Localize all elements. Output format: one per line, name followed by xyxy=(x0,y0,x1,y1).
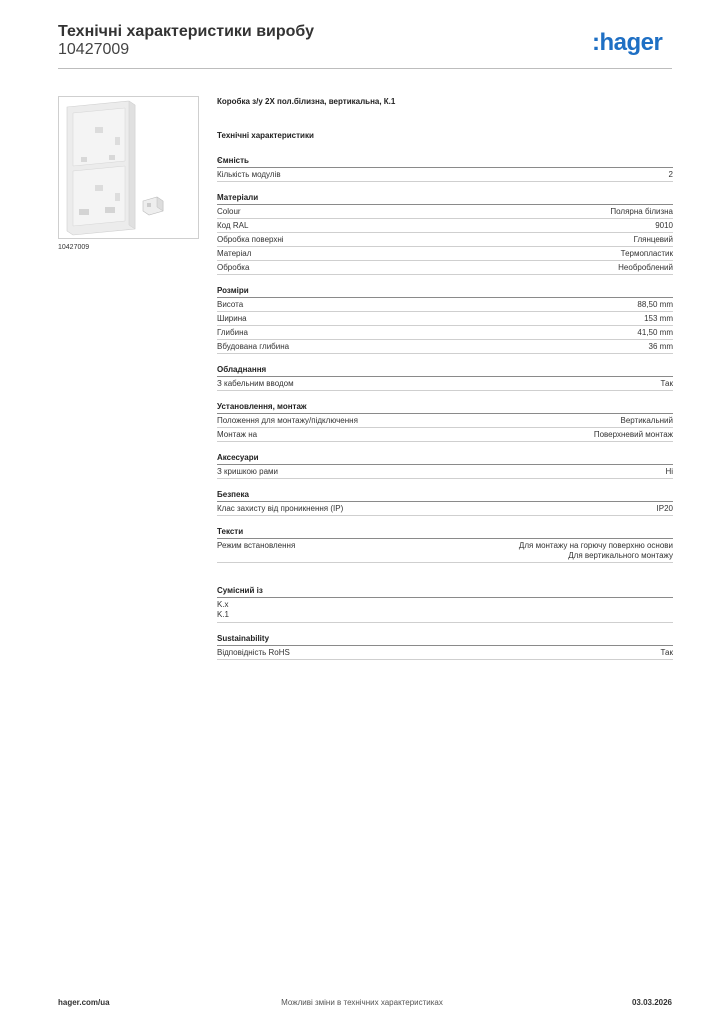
product-image-caption: 10427009 xyxy=(58,244,90,251)
footer-website-link[interactable]: hager.com/ua xyxy=(58,998,110,1007)
section-title: Сумісний із xyxy=(217,585,673,598)
spec-row xyxy=(217,539,673,563)
section-compatible xyxy=(217,585,673,623)
spec-value: IP20 xyxy=(656,504,673,513)
spec-row xyxy=(217,261,673,275)
spec-label: Colour xyxy=(217,207,241,216)
spec-row xyxy=(217,465,673,479)
footer-disclaimer: Можливі зміни в технічних характеристиках xyxy=(281,998,443,1007)
spec-row xyxy=(217,312,673,326)
section-title: Ємність xyxy=(217,155,673,168)
spec-row xyxy=(217,168,673,182)
section-title: Аксесуари xyxy=(217,452,673,465)
spec-value: 9010 xyxy=(655,221,673,230)
header-divider xyxy=(58,68,672,69)
spec-value: Так xyxy=(660,379,673,388)
document-product-code: 10427009 xyxy=(58,41,130,58)
spec-value: 88,50 mm xyxy=(637,300,673,309)
compat-item: K.x xyxy=(217,600,229,609)
spec-value: Полярна білизна xyxy=(610,207,673,216)
spec-label: Обробка поверхні xyxy=(217,235,284,244)
spec-row xyxy=(217,377,673,391)
compat-item: K.1 xyxy=(217,610,673,623)
spec-value: Поверхневий монтаж xyxy=(593,430,673,439)
specs-heading: Технічні характеристики xyxy=(217,131,314,140)
spec-value: Так xyxy=(660,648,673,657)
section-title: Обладнання xyxy=(217,364,673,377)
section-sustainability xyxy=(217,633,673,660)
product-name: Коробка з/у 2Х пол.білизна, вертикальна, К.1 xyxy=(217,97,396,106)
spec-row xyxy=(217,205,673,219)
spec-row xyxy=(217,428,673,442)
section-dimensions xyxy=(217,285,673,354)
document-title: Технічні характеристики виробу xyxy=(58,23,314,40)
section-capacity xyxy=(217,155,673,182)
spec-label: Кількість модулів xyxy=(217,170,281,179)
spec-value-line: Для вертикального монтажу xyxy=(568,551,673,560)
spec-label: З кришкою рами xyxy=(217,467,279,476)
section-title: Sustainability xyxy=(217,633,673,646)
section-safety xyxy=(217,489,673,516)
spec-value-multiline xyxy=(519,541,673,561)
section-title: Безпека xyxy=(217,489,673,502)
spec-label: Клас захисту від проникнення (IP) xyxy=(217,504,344,513)
product-image xyxy=(58,96,199,239)
spec-label: Режим встановлення xyxy=(217,541,296,550)
spec-row xyxy=(217,502,673,516)
spec-row xyxy=(217,247,673,261)
spec-label: Вбудована глибина xyxy=(217,342,290,351)
section-equipment xyxy=(217,364,673,391)
spec-row xyxy=(217,298,673,312)
spec-label: Обробка xyxy=(217,263,250,272)
spec-label: З кабельним вводом xyxy=(217,379,294,388)
section-title: Тексти xyxy=(217,526,673,539)
spec-label: Глибина xyxy=(217,328,248,337)
spec-label: Положення для монтажу/підключення xyxy=(217,416,358,425)
spec-value: 153 mm xyxy=(644,314,673,323)
spec-value: Вертикальний xyxy=(620,416,673,425)
spec-value: 36 mm xyxy=(648,342,673,351)
section-accessories xyxy=(217,452,673,479)
spec-value: 41,50 mm xyxy=(637,328,673,337)
hager-logo xyxy=(592,28,676,58)
section-title: Матеріали xyxy=(217,192,673,205)
spec-value-line: Для монтажу на горючу поверхню основи xyxy=(518,541,673,550)
spec-row xyxy=(217,219,673,233)
section-materials xyxy=(217,192,673,275)
spec-row xyxy=(217,233,673,247)
spec-label: Монтаж на xyxy=(217,430,258,439)
section-title: Установлення, монтаж xyxy=(217,401,673,414)
spec-label: Код RAL xyxy=(217,221,249,230)
spec-label: Матеріал xyxy=(217,249,252,258)
spec-row xyxy=(217,340,673,354)
hager-logo-wordmark: :hager xyxy=(592,29,663,56)
specs-content xyxy=(217,96,673,670)
spec-row xyxy=(217,414,673,428)
spec-value: 2 xyxy=(668,170,673,179)
section-texts xyxy=(217,526,673,563)
spec-value: Глянцевий xyxy=(633,235,673,244)
section-title: Розміри xyxy=(217,285,673,298)
footer-date: 03.03.2026 xyxy=(631,998,672,1007)
spec-value: Ні xyxy=(665,467,673,476)
spec-row xyxy=(217,646,673,660)
spec-label: Відповідність RoHS xyxy=(217,648,290,657)
spec-label: Висота xyxy=(217,300,244,309)
spec-label: Ширина xyxy=(217,314,247,323)
spec-row xyxy=(217,326,673,340)
spec-value: Необроблений xyxy=(618,263,673,272)
section-installation xyxy=(217,401,673,442)
spec-value: Термопластик xyxy=(620,249,673,258)
